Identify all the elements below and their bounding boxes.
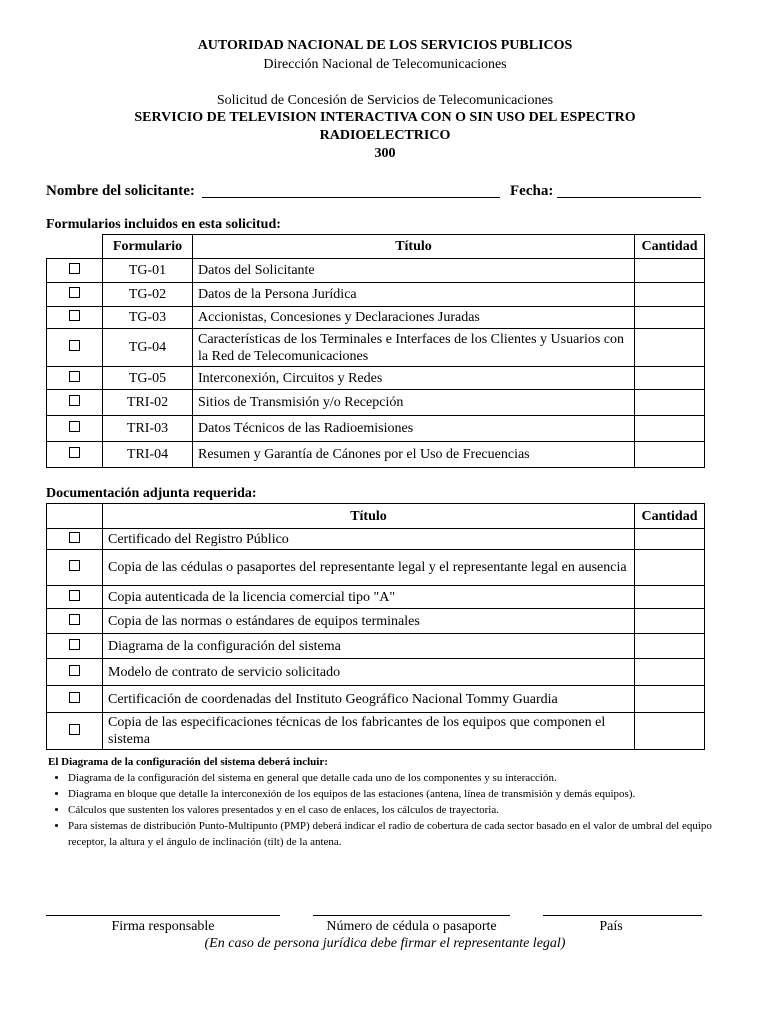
quantity-cell[interactable] xyxy=(635,442,705,468)
quantity-cell[interactable] xyxy=(635,529,705,550)
table-row xyxy=(47,442,705,468)
form-code-cell: TRI-03 xyxy=(103,416,193,442)
doc-title-cell: Certificado del Registro Público xyxy=(103,529,635,550)
checkbox[interactable] xyxy=(69,665,80,676)
quantity-cell[interactable] xyxy=(635,686,705,713)
diagram-notes xyxy=(48,754,738,850)
checkbox[interactable] xyxy=(69,310,80,321)
table-row xyxy=(47,659,705,686)
table-row xyxy=(47,586,705,609)
checkbox[interactable] xyxy=(69,590,80,601)
notes-title: El Diagrama de la configuración del sistema deberá incluir: xyxy=(48,756,328,768)
quantity-cell[interactable] xyxy=(635,259,705,283)
applicant-name-label: Nombre del solicitante: xyxy=(46,183,195,199)
date-field[interactable] xyxy=(557,197,701,198)
form-code-cell: TG-02 xyxy=(103,283,193,307)
form-title-cell: Datos de la Persona Jurídica xyxy=(193,283,635,307)
table-row xyxy=(47,686,705,713)
table-row xyxy=(47,390,705,416)
form-code-cell: TRI-04 xyxy=(103,442,193,468)
form-title-cell: Interconexión, Circuitos y Redes xyxy=(193,367,635,390)
quantity-cell[interactable] xyxy=(635,390,705,416)
form-code-cell: TG-05 xyxy=(103,367,193,390)
checkbox[interactable] xyxy=(69,395,80,406)
quantity-cell[interactable] xyxy=(635,609,705,634)
service-title-line1: SERVICIO DE TELEVISION INTERACTIVA CON O SIN USO DEL ESPECTRO xyxy=(134,110,636,125)
form-code-cell: TG-04 xyxy=(103,329,193,367)
signature-label: Firma responsable xyxy=(111,919,215,934)
directorate-title: Dirección Nacional de Telecomunicaciones xyxy=(263,57,507,72)
quantity-cell[interactable] xyxy=(635,634,705,659)
form-code-cell: TRI-02 xyxy=(103,390,193,416)
checkbox[interactable] xyxy=(69,340,80,351)
request-title: Solicitud de Concesión de Servicios de Telecomunicaciones xyxy=(216,93,554,108)
checkbox[interactable] xyxy=(69,371,80,382)
checkbox[interactable] xyxy=(69,287,80,298)
list-item: • Diagrama en bloque que detalle la interconexión de los equipos de las estaciones (antena, línea de transmisión y demás equipos). xyxy=(68,786,738,802)
quantity-cell[interactable] xyxy=(635,329,705,367)
quantity-cell[interactable] xyxy=(635,307,705,329)
list-item: • Diagrama de la configuración del sistema en general que detalle cada uno de los componentes y su interacción. xyxy=(68,770,738,786)
checkbox[interactable] xyxy=(69,447,80,458)
header-formulario: Formulario xyxy=(103,235,193,259)
table-row xyxy=(47,713,705,750)
table-row xyxy=(47,634,705,659)
quantity-cell[interactable] xyxy=(635,713,705,750)
country-line[interactable] xyxy=(543,915,702,916)
docs-table xyxy=(46,503,705,750)
checkbox[interactable] xyxy=(69,692,80,703)
list-item: • Para sistemas de distribución Punto-Multipunto (PMP) deberá indicar el radio de cobertura de cada sector basado en el valor de umbral del equipo receptor, la altura y el ángulo de inclinación (tilt) de la antena. xyxy=(68,818,738,850)
quantity-cell[interactable] xyxy=(635,416,705,442)
checkbox[interactable] xyxy=(69,263,80,274)
header-cantidad: Cantidad xyxy=(635,504,705,529)
doc-title-cell: Copia de las normas o estándares de equipos terminales xyxy=(103,609,635,634)
doc-title-cell: Diagrama de la configuración del sistema xyxy=(103,634,635,659)
table-row xyxy=(47,307,705,329)
form-title-cell: Accionistas, Concesiones y Declaraciones Juradas xyxy=(193,307,635,329)
quantity-cell[interactable] xyxy=(635,659,705,686)
doc-title-cell: Copia de las especificaciones técnicas de los fabricantes de los equipos que componen el sistema xyxy=(103,713,635,750)
checkbox[interactable] xyxy=(69,639,80,650)
header-empty xyxy=(47,504,103,529)
authority-title: AUTORIDAD NACIONAL DE LOS SERVICIOS PUBLICOS xyxy=(197,38,573,53)
list-item: • Cálculos que sustenten los valores presentados y en el caso de enlaces, los cálculos de trayectoria. xyxy=(68,802,738,818)
quantity-cell[interactable] xyxy=(635,586,705,609)
form-code-cell: TG-03 xyxy=(103,307,193,329)
table-row xyxy=(47,329,705,367)
doc-title-cell: Copia de las cédulas o pasaportes del representante legal y el representante legal en ausencia xyxy=(103,550,635,586)
service-title-line2: RADIOELECTRICO xyxy=(319,128,451,143)
country-label: País xyxy=(599,919,623,934)
quantity-cell[interactable] xyxy=(635,367,705,390)
form-code: 300 xyxy=(374,146,396,161)
doc-title-cell: Modelo de contrato de servicio solicitado xyxy=(103,659,635,686)
quantity-cell[interactable] xyxy=(635,550,705,586)
doc-title-cell: Certificación de coordenadas del Instituto Geográfico Nacional Tommy Guardia xyxy=(103,686,635,713)
docs-header-row xyxy=(47,504,705,529)
form-title-cell: Datos del Solicitante xyxy=(193,259,635,283)
quantity-cell[interactable] xyxy=(635,283,705,307)
checkbox[interactable] xyxy=(69,532,80,543)
table-row xyxy=(47,283,705,307)
header-empty xyxy=(47,235,103,259)
forms-section-title: Formularios incluidos en esta solicitud: xyxy=(46,217,281,232)
applicant-name-field[interactable] xyxy=(202,197,500,198)
form-title-cell: Datos Técnicos de las Radioemisiones xyxy=(193,416,635,442)
signature-line[interactable] xyxy=(46,915,280,916)
form-title-cell: Sitios de Transmisión y/o Recepción xyxy=(193,390,635,416)
checkbox[interactable] xyxy=(69,724,80,735)
forms-table xyxy=(46,234,705,468)
docs-section-title: Documentación adjunta requerida: xyxy=(46,486,257,501)
form-title-cell: Características de los Terminales e Interfaces de los Clientes y Usuarios con la Red de Telecomunicaciones xyxy=(193,329,635,367)
date-label: Fecha: xyxy=(510,183,554,199)
header-cantidad: Cantidad xyxy=(635,235,705,259)
header-titulo: Título xyxy=(103,504,635,529)
table-row xyxy=(47,609,705,634)
table-row xyxy=(47,529,705,550)
notes-list xyxy=(48,770,738,850)
header-titulo: Título xyxy=(193,235,635,259)
legal-rep-note: (En caso de persona jurídica debe firmar el representante legal) xyxy=(204,936,566,951)
form-title-cell: Resumen y Garantía de Cánones por el Uso de Frecuencias xyxy=(193,442,635,468)
table-row xyxy=(47,416,705,442)
form-code-cell: TG-01 xyxy=(103,259,193,283)
checkbox[interactable] xyxy=(69,560,80,571)
table-row xyxy=(47,367,705,390)
table-row xyxy=(47,550,705,586)
id-number-line[interactable] xyxy=(313,915,510,916)
checkbox[interactable] xyxy=(69,421,80,432)
table-row xyxy=(47,259,705,283)
checkbox[interactable] xyxy=(69,614,80,625)
forms-header-row xyxy=(47,235,705,259)
id-number-label: Número de cédula o pasaporte xyxy=(326,919,497,934)
doc-title-cell: Copia autenticada de la licencia comercial tipo "A" xyxy=(103,586,635,609)
